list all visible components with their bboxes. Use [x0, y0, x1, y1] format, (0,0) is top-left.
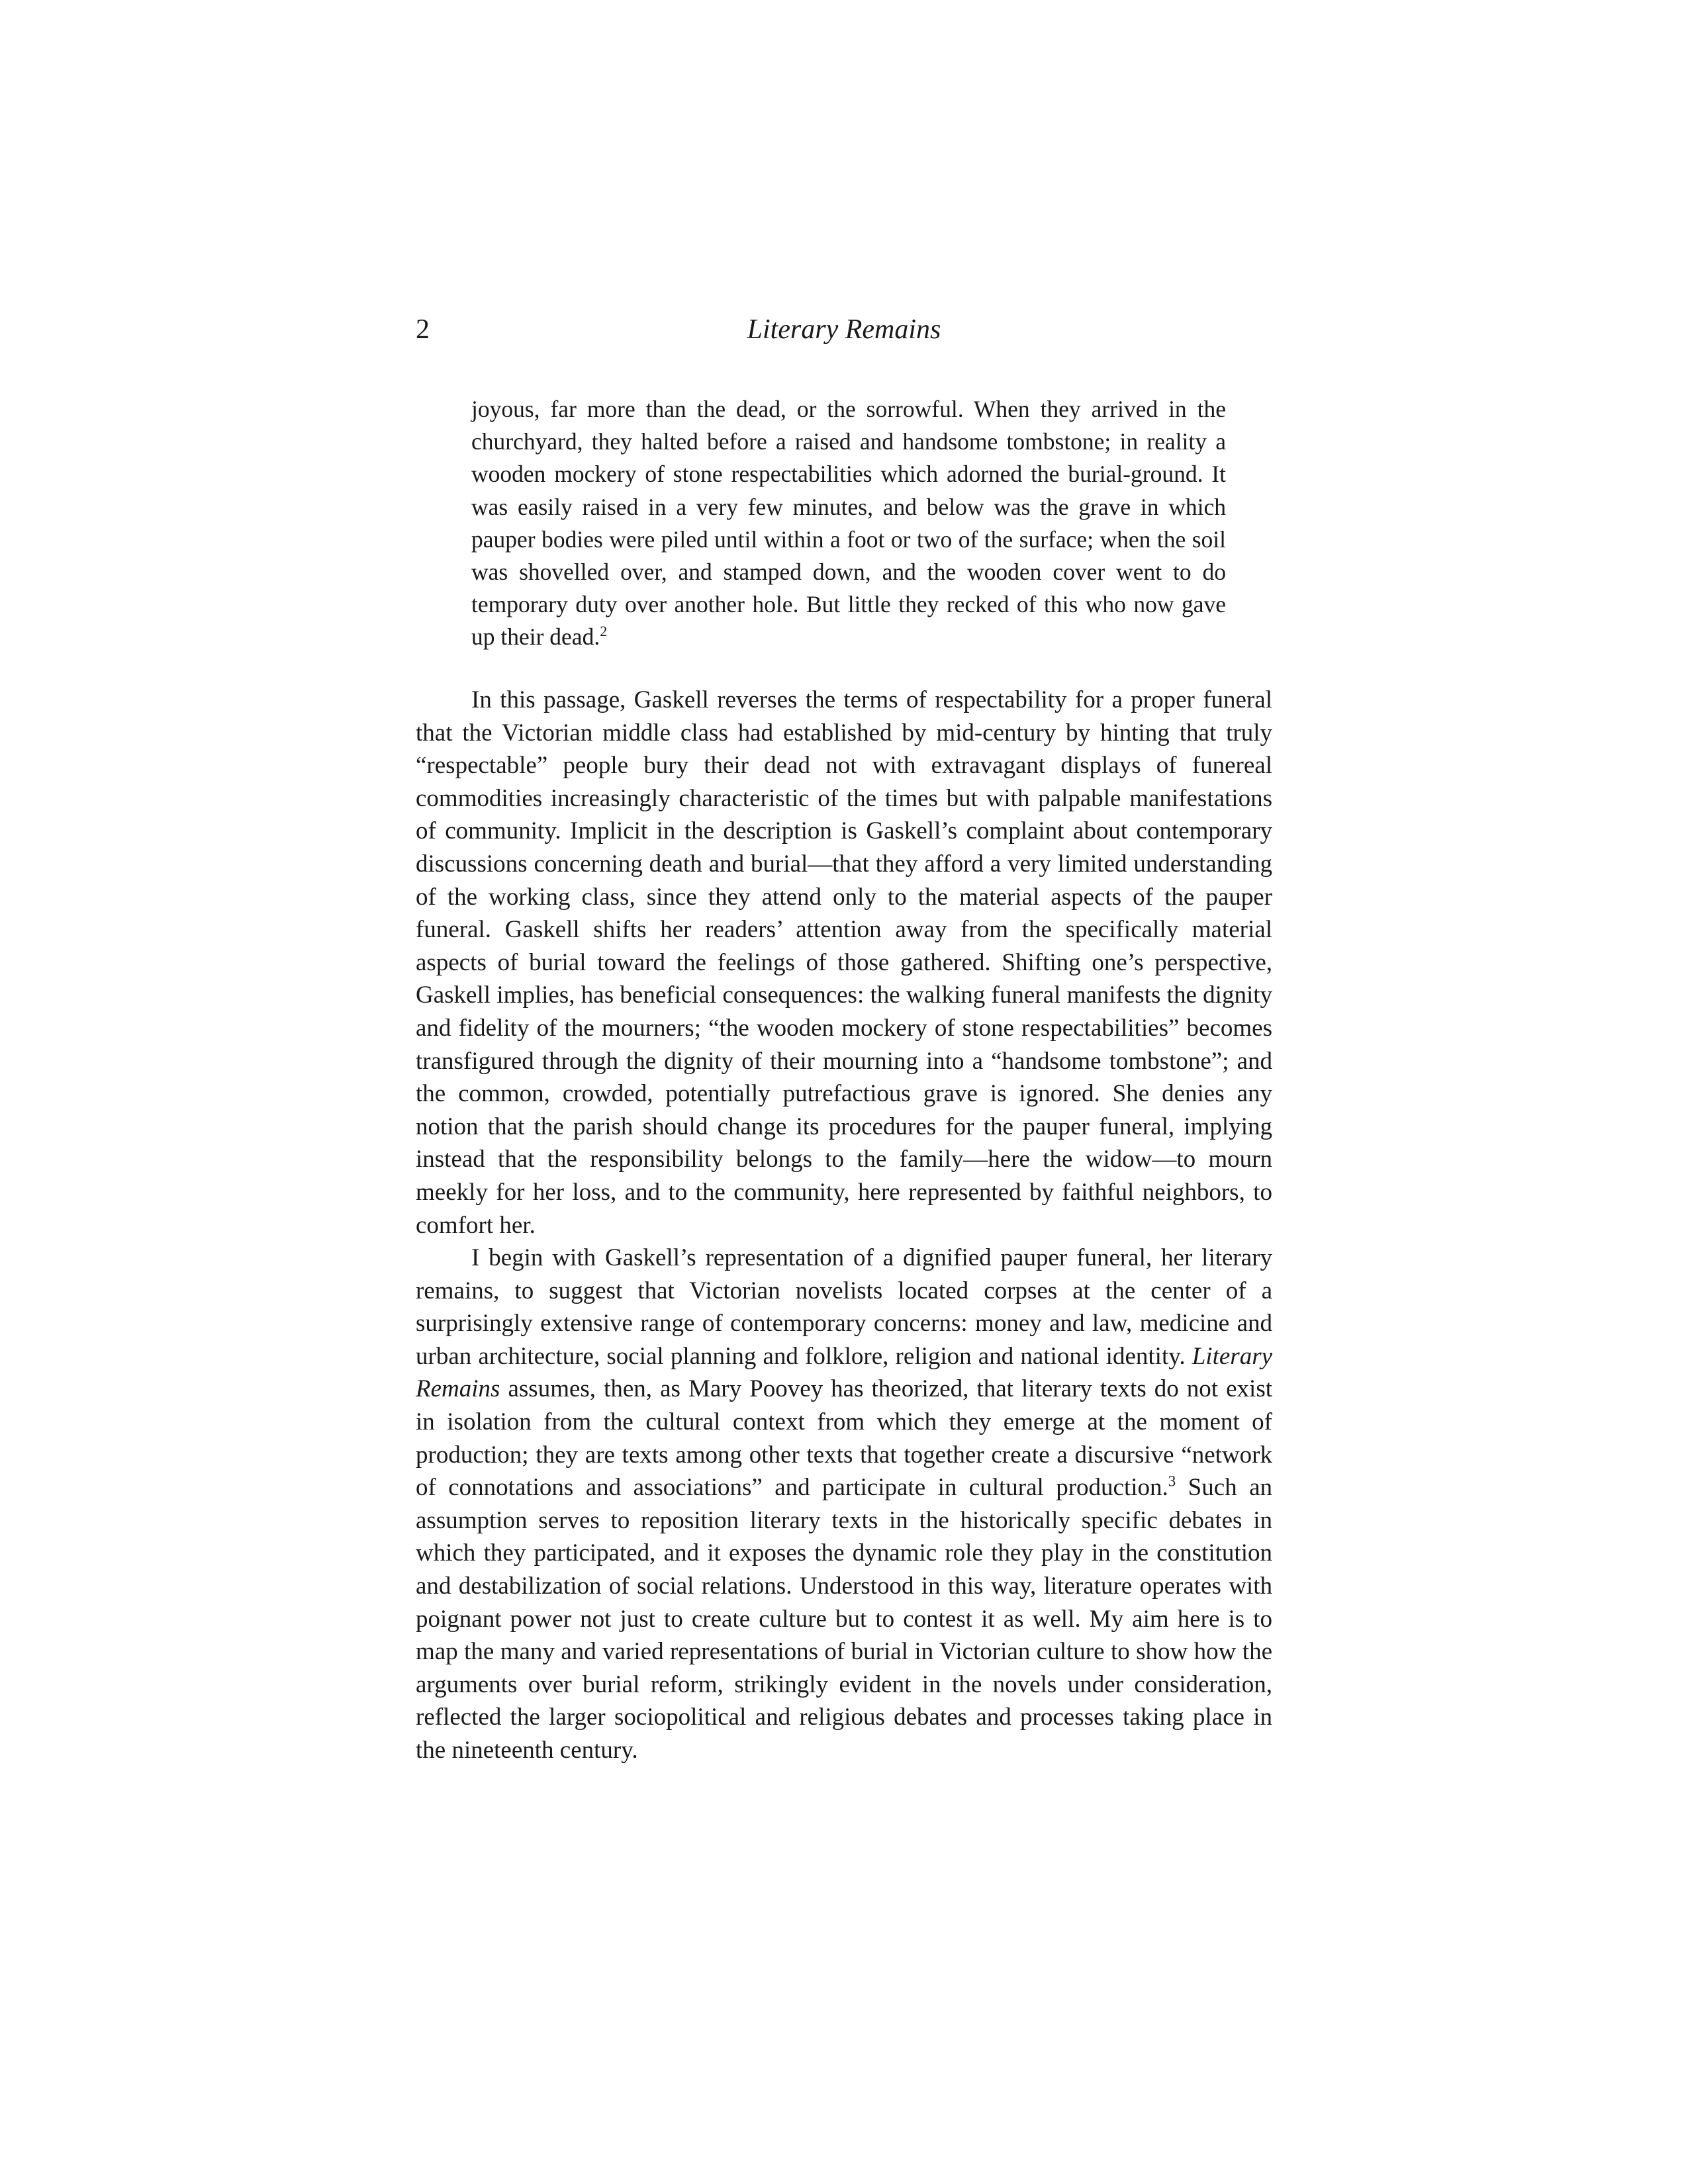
running-head — [416, 310, 1272, 349]
body-text — [416, 684, 1272, 1767]
footnote-ref-2[interactable]: 2 — [600, 623, 608, 640]
paragraph-1: In this passage, Gaskell reverses the terms of respectability for a proper funeral that the Victorian middle class had established by mid-century by hinting that truly “respectable” people bury their dead not with extravagant displays of funereal commodities increasingly characteristic of the times but with palpable manifestations of community. Implicit in the description is Gaskell’s complaint about contemporary discussions concerning death and burial—that they afford a very limited understanding of the working class, since they attend only to the material aspects of the pauper funeral. Gaskell shifts her readers’ attention away from the specifically material aspects of burial toward the feelings of those gathered. Shifting one’s perspective, Gaskell implies, has beneficial consequences: the walking funeral manifests the dignity and fidelity of the mourners; “the wooden mockery of stone respectabilities” becomes transfigured through the dignity of their mourning into a “handsome tombstone”; and the common, crowded, potentially putrefactious grave is ignored. She denies any notion that the parish should change its procedures for the pauper funeral, implying instead that the responsibility belongs to the family—here the widow—to mourn meekly for her loss, and to the community, here represented by faithful neighbors, to comfort her. — [416, 686, 1272, 1239]
paragraph-2-opening: I begin with Gaskell’s representation of a dignified pauper funeral, her literary remains, to suggest that Victorian novelists located corpses at the center of a surprisingly extensive range of contemporary concerns: money and law, medicine and urban architecture, social planning and folklore, religion and national identity. — [416, 1244, 1272, 1370]
book-title: Literary Remains — [416, 1342, 1273, 1403]
block-quote-body: joyous, far more than the dead, or the sorrowful. When they arrived in the churchyard, they halted before a raised and handsome tombstone; in reality a wooden mockery of stone respectabilities which adorned the burial-ground. It was easily raised in a very few minutes, and below was the grave in which pauper bodies were piled until within a foot or two of the surface; when the soil was shovelled over, and stamped down, and the wooden cover went to do temporary duty over another hole. But little they recked of this who now gave up their dead. — [471, 396, 1226, 651]
block-quote — [471, 393, 1226, 654]
paragraph-2-closing: Such an assumption serves to reposition literary texts in the historically specific debates in which they participated, and it exposes the dynamic role they play in the constitution and destabilization of social relations. Understood in this way, literature operates with poignant power not just to create culture but to contest it as well. My aim here is to map the many and varied representations of burial in Victorian culture to show how the arguments over burial reform, strikingly evident in the novels under consideration, reflected the larger sociopolitical and religious debates and processes taking place in the nineteenth century. — [416, 1474, 1272, 1764]
page-number: 2 — [416, 314, 430, 345]
running-title: Literary Remains — [747, 314, 941, 345]
paragraph-2-middle: assumes, then, as Mary Poovey has theorized, that literary texts do not exist in isolation from the cultural context from which they emerge at the moment of production; they are texts among other texts that together create a discursive “network of connotations and associations” and participate in cultural production. — [416, 1375, 1273, 1502]
footnote-ref-3[interactable]: 3 — [1168, 1473, 1176, 1490]
block-quote-text — [471, 393, 1226, 654]
paragraph-2 — [416, 1242, 1272, 1767]
